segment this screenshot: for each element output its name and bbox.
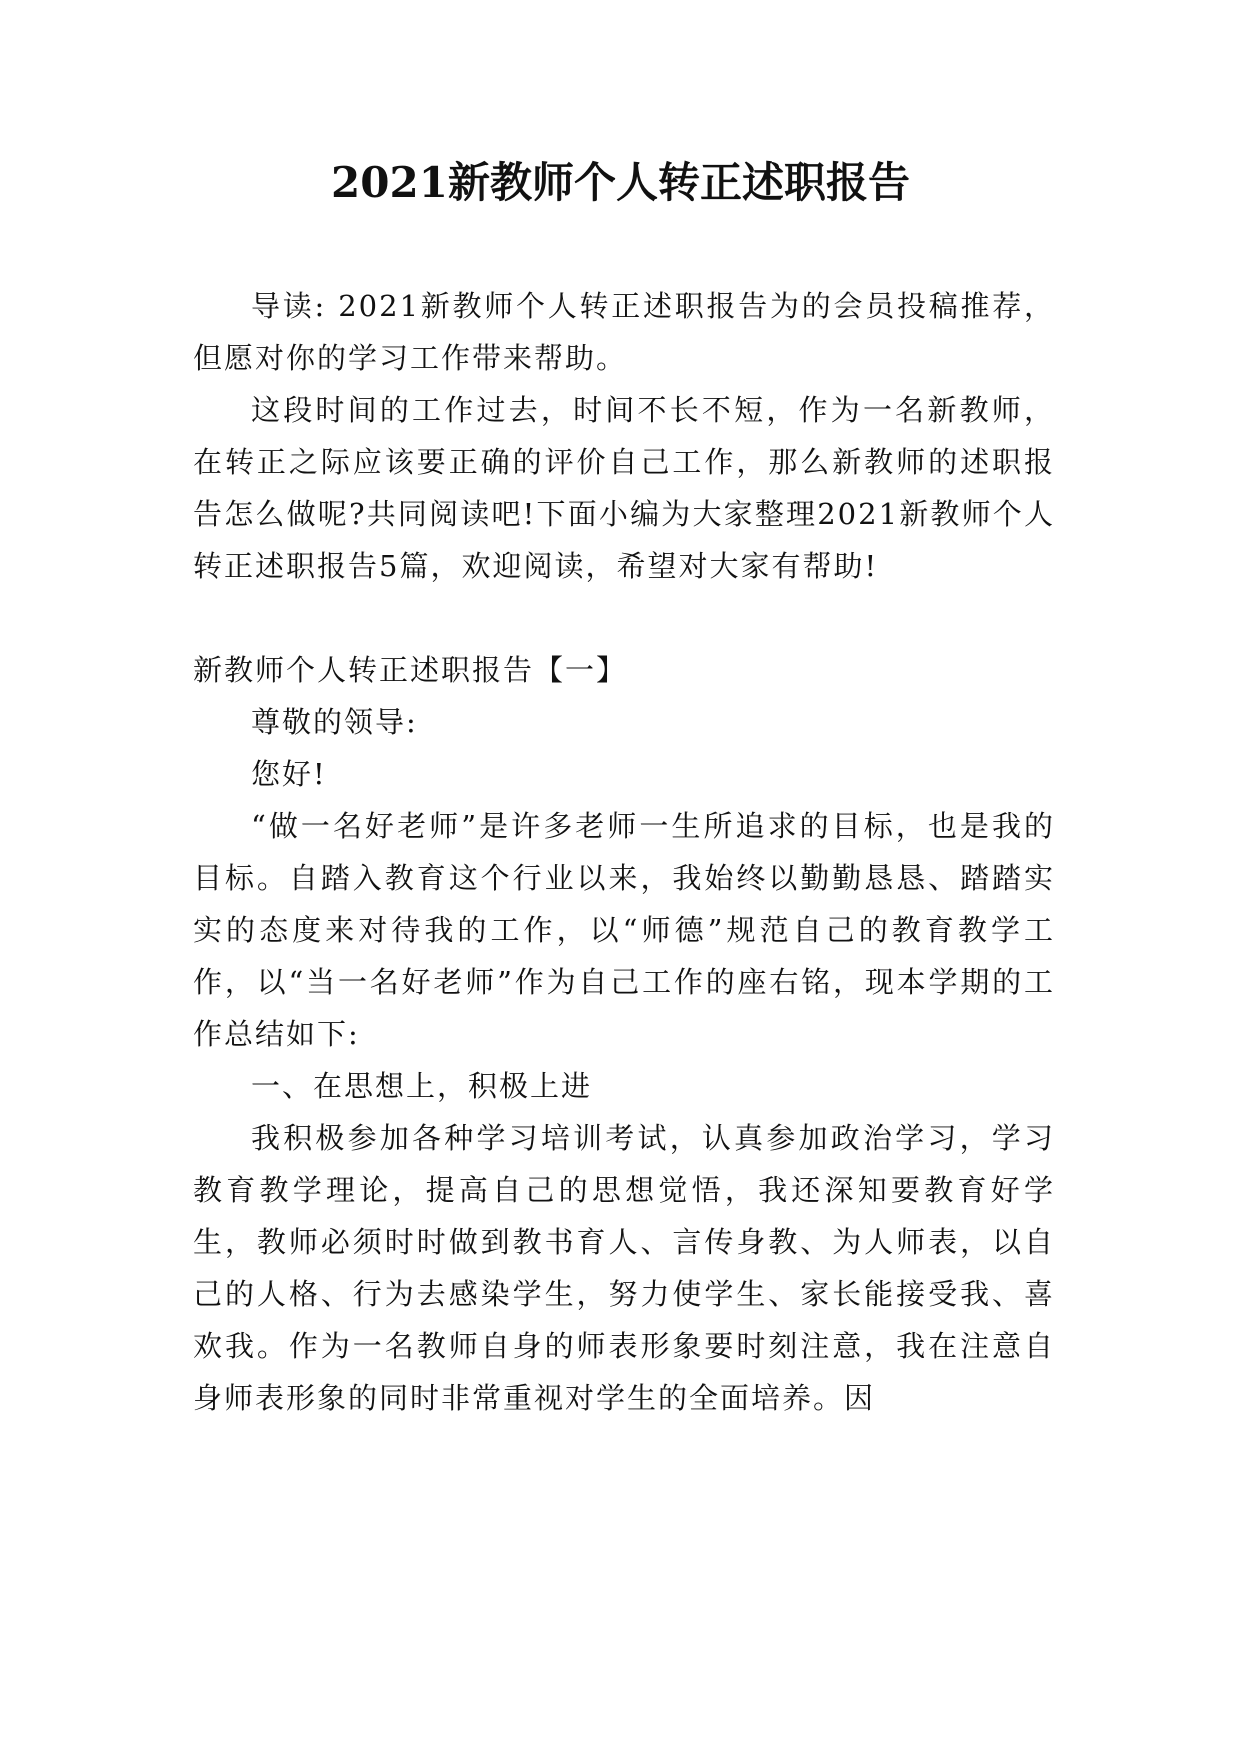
greeting: 您好! bbox=[251, 757, 327, 791]
subheading: 一、在思想上，积极上进 bbox=[251, 1069, 593, 1103]
salutation: 尊敬的领导: bbox=[251, 705, 418, 739]
intro-paragraph: 导读: 2021新教师个人转正述职报告为的会员投稿推荐，但愿对你的学习工作带来帮助。 bbox=[193, 289, 1055, 375]
section-heading: 新教师个人转正述职报告【一】 bbox=[193, 653, 628, 687]
document-body bbox=[193, 280, 1055, 1424]
summary-paragraph: 这段时间的工作过去，时间不长不短，作为一名新教师，在转正之际应该要正确的评价自己工作，那么新教师的述职报告怎么做呢?共同阅读吧!下面小编为大家整理2021新教师个人转正述职报告5篇，欢迎阅读，希望对大家有帮助! bbox=[193, 393, 1055, 583]
body-paragraph: “做一名好老师”是许多老师一生所追求的目标，也是我的目标。自踏入教育这个行业以来，我始终以勤勤恳恳、踏踏实实的态度来对待我的工作，以“师德”规范自己的教育教学工作，以“当一名好老师”作为自己工作的座右铭，现本学期的工作总结如下: bbox=[193, 809, 1055, 1051]
document-title: 2021新教师个人转正述职报告 bbox=[331, 158, 910, 207]
body-paragraph: 我积极参加各种学习培训考试，认真参加政治学习，学习教育教学理论，提高自己的思想觉悟，我还深知要教育好学生，教师必须时时做到教书育人、言传身教、为人师表，以自己的人格、行为去感染学生，努力使学生、家长能接受我、喜欢我。作为一名教师自身的师表形象要时刻注意，我在注意自身师表形象的同时非常重视对学生的全面培养。因 bbox=[193, 1121, 1055, 1415]
